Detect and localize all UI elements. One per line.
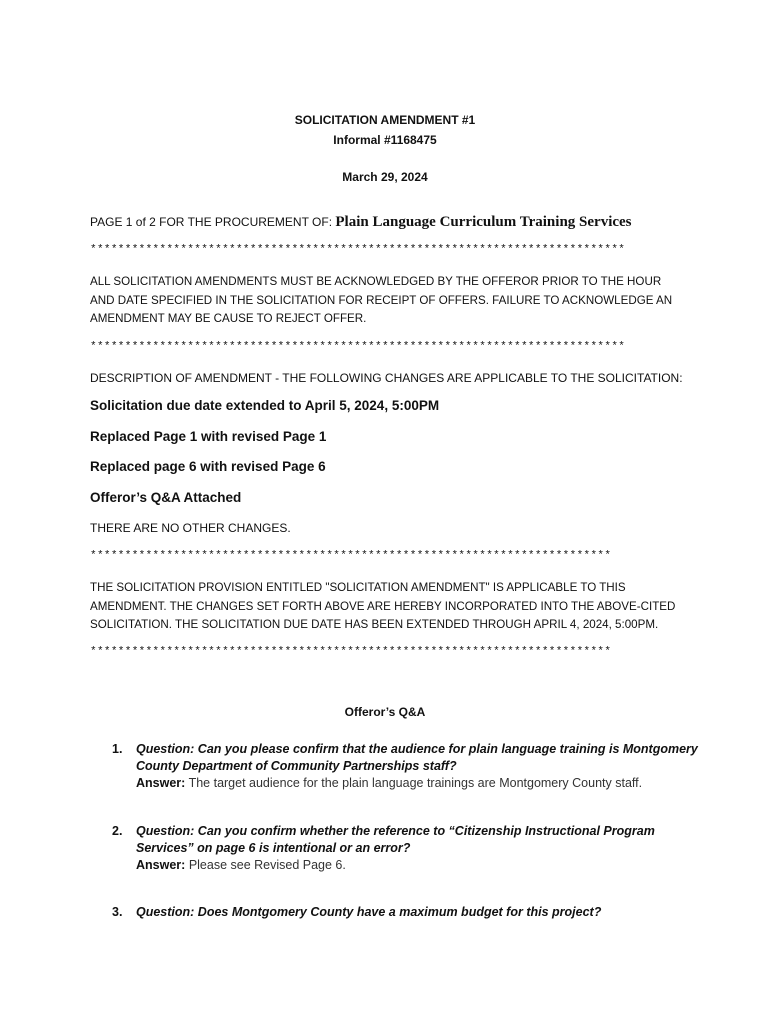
informal-number: Informal #1168475 bbox=[333, 133, 437, 147]
qa-answer: Please see Revised Page 6. bbox=[188, 858, 346, 872]
amendment-date: March 29, 2024 bbox=[342, 170, 428, 184]
no-other-changes: THERE ARE NO OTHER CHANGES. bbox=[90, 521, 291, 535]
qa-item bbox=[112, 823, 712, 874]
separator-4: *************************************************************************** bbox=[90, 646, 612, 658]
amendment-title: SOLICITATION AMENDMENT #1 bbox=[294, 113, 476, 127]
qa-title: Offeror’s Q&A bbox=[344, 705, 426, 719]
qa-question: Question: Can you confirm whether the reference to “Citizenship Instructional Program Services” on page 6 is intentional or an error? bbox=[136, 824, 655, 855]
qa-question: Question: Can you please confirm that the audience for plain language training is Montgomery County Department of Community Partnerships staff? bbox=[136, 742, 698, 773]
provision-text: THE SOLICITATION PROVISION ENTITLED "SOLICITATION AMENDMENT" IS APPLICABLE TO THIS AMENDMENT. THE CHANGES SET FORTH ABOVE ARE HEREBY INCORPORATED INTO THE ABOVE-CITED SOLICITATION. THE SOLICITATION DUE DATE HAS BEEN EXTENDED THROUGH APRIL 4, 2024, 5:00PM. bbox=[90, 581, 676, 631]
description-heading: DESCRIPTION OF AMENDMENT - THE FOLLOWING CHANGES ARE APPLICABLE TO THE SOLICITATION: bbox=[90, 371, 683, 385]
separator-3: *************************************************************************** bbox=[90, 550, 612, 562]
qa-answer-label: Answer: bbox=[136, 858, 186, 872]
change-item: Replaced page 6 with revised Page 6 bbox=[90, 459, 326, 474]
qa-item bbox=[112, 741, 712, 792]
procurement-prefix: PAGE 1 of 2 FOR THE PROCUREMENT OF: bbox=[90, 215, 336, 229]
qa-question: Question: Does Montgomery County have a maximum budget for this project? bbox=[136, 905, 602, 919]
procurement-name: Plain Language Curriculum Training Services bbox=[335, 214, 632, 230]
qa-item bbox=[112, 904, 712, 921]
change-item: Offeror’s Q&A Attached bbox=[90, 490, 242, 505]
procurement-line bbox=[90, 214, 632, 231]
qa-number: 3. bbox=[112, 905, 123, 919]
change-item: Replaced Page 1 with revised Page 1 bbox=[90, 429, 327, 444]
qa-answer-label: Answer: bbox=[136, 776, 186, 790]
separator-2: ***************************************************************************** bbox=[90, 341, 626, 353]
change-item: Solicitation due date extended to April 5, 2024, 5:00PM bbox=[90, 398, 440, 413]
qa-answer: The target audience for the plain language trainings are Montgomery County staff. bbox=[188, 776, 643, 790]
qa-number: 1. bbox=[112, 742, 123, 756]
qa-number: 2. bbox=[112, 824, 123, 838]
separator-1: ***************************************************************************** bbox=[90, 244, 626, 256]
acknowledgement-notice: ALL SOLICITATION AMENDMENTS MUST BE ACKNOWLEDGED BY THE OFFEROR PRIOR TO THE HOUR AND DATE SPECIFIED IN THE SOLICITATION FOR RECEIPT OF OFFERS. FAILURE TO ACKNOWLEDGE AN AMENDMENT MAY BE CAUSE TO REJECT OFFER. bbox=[90, 275, 673, 325]
